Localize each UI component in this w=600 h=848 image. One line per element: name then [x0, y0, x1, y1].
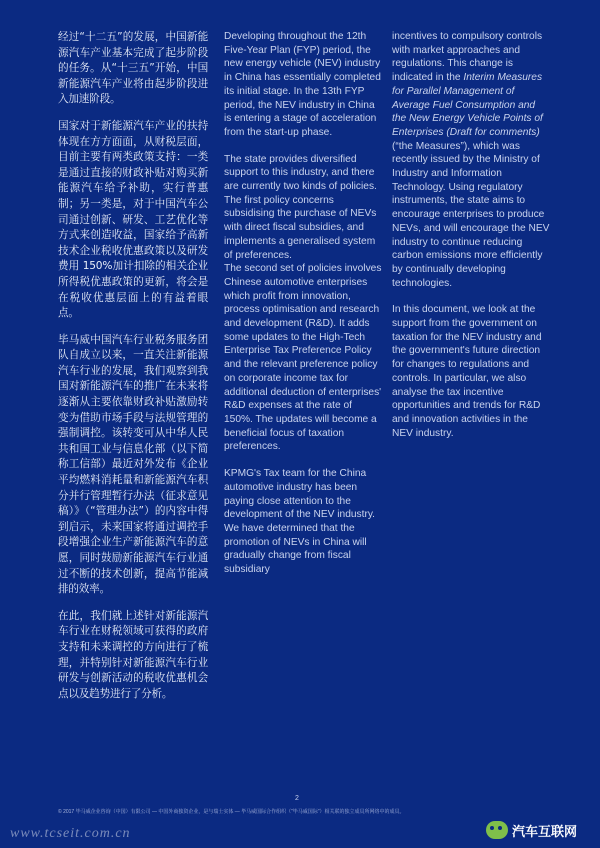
en1-paragraph-4: KPMG's Tax team for the China automotive industry has been paying close attention to the development of the NEV industry. We have determined that the promotion of NEVs in China will gradually change from fiscal subsidiary — [224, 468, 376, 576]
en1-paragraph-2: The state provides diversified support to this industry, and there are currently two kinds of policies. The first policy concerns subsidising the purchase of NEVs with direct fiscal subsidies, and implements a generalised system of preferences. — [224, 153, 377, 261]
en2-paragraph-1 — [392, 30, 550, 290]
page-number: 2 — [295, 795, 299, 802]
measures-title: Interim Measures for Parallel Management of Average Fuel Consumption and the New Energy Vehicle Points of Enterprises (Draft for comments) — [392, 72, 543, 138]
chinese-column — [58, 30, 208, 713]
en2-paragraph-2: In this document, we look at the support from the government on taxation for the NEV industry and the government's future direction for changes to regulations and controls. In particular, we also analyse the tax incentive opportunities and trends for R&D and innovation activities in the NEV industry. — [392, 304, 542, 439]
en1-paragraph-3: The second set of policies involves Chinese automotive enterprises which profit from innovation, process optimisation and research and development (R&D). It adds some updates to the High-Tech Enterprise Tax Preference Policy and the relevant preference policy on corporate income tax for additional deduction of enterprises' R&D expenses at the rate of 150%. The updates will become a beneficial focus of taxation preferences. — [224, 263, 382, 453]
brand-watermark — [486, 818, 577, 842]
cn-paragraph-4: 在此，我们就上述针对新能源汽车行业在财税领域可获得的政府支持和未来调控的方向进行了梳理，并特别针对新能源汽车行业研发与创新活动的税收优惠机会点以及趋势进行了分析。 — [58, 609, 208, 700]
en2-paragraph-1-start: incentives to compulsory controls with market approaches and regulations. This change is indicated in the — [392, 31, 543, 84]
cn-paragraph-1: 经过“十二五”的发展，中国新能源汽车产业基本完成了起步阶段的任务。从“十三五”开始，中国新能源汽车产业将由起步阶段进入加速阶段。 — [58, 31, 208, 106]
cn-paragraph-3: 毕马威中国汽车行业税务服务团队自成立以来，一直关注新能源汽车行业的发展，我们观察到我国对新能源汽车的推广在未来将逐渐从主要依靠财政补贴激励转变为借助市场手段与法规管理的强制调控。该转变可从中华人民共和国工业与信息化部（以下简称工信部）最近对外发布《企业平均燃料消耗量和新能源汽车积分并行管理暂行办法（征求意见稿）》（“管理办法”）的内容中得到启示，未来国家将通过调控手段增强企业生产新能源汽车的意愿，同时鼓励新能源汽车行业通过不断的技术创新，提高节能减排的效率。 — [58, 333, 208, 596]
wechat-icon — [486, 821, 508, 839]
copyright-footer: © 2017 毕马威企业咨询（中国）有限公司 — 中国外商独资企业，是与瑞士实体 — 毕马威国际合作组织（“毕马威国际”）相关联的独立成员所网络中的成员。 — [58, 809, 405, 815]
english-column-2 — [392, 30, 550, 453]
cn-paragraph-2: 国家对于新能源汽车产业的扶持体现在方方面面，从财税层面，目前主要有两类政策支持：一类是通过直接的财政补贴对购买新能源汽车给予补助，实行普惠制；另一类是，对于中国汽车公司通过创新、研发、工艺优化等方式来创造收益，国家给予高新技术企业税收优惠政策以及研发费用 150%加计扣除的相关企业所得税优惠政策的更新，将会是在税收优惠层面上的有益着眼点。 — [58, 119, 208, 320]
english-column-1 — [224, 30, 382, 590]
watermark-url: www.tcseit.com.cn — [10, 826, 131, 841]
en2-paragraph-1-end: (“the Measures”), which was recently issued by the Ministry of Industry and Information Technology. Using regulatory instruments, the state aims to encourage enterprises to produce NEVs, and will encourage the NEV industry to continue reducing carbon emissions more efficiently by continually developing technologies. — [392, 140, 550, 289]
brand-name: 汽车互联网 — [512, 824, 578, 840]
en1-paragraph-1: Developing throughout the 12th Five-Year Plan (FYP) period, the new energy vehicle (NEV) industry in China has essentially completed its initial stage. In the 13th FYP period, the NEV industry in China is entering a stage of acceleration from the start-up phase. — [224, 31, 381, 138]
